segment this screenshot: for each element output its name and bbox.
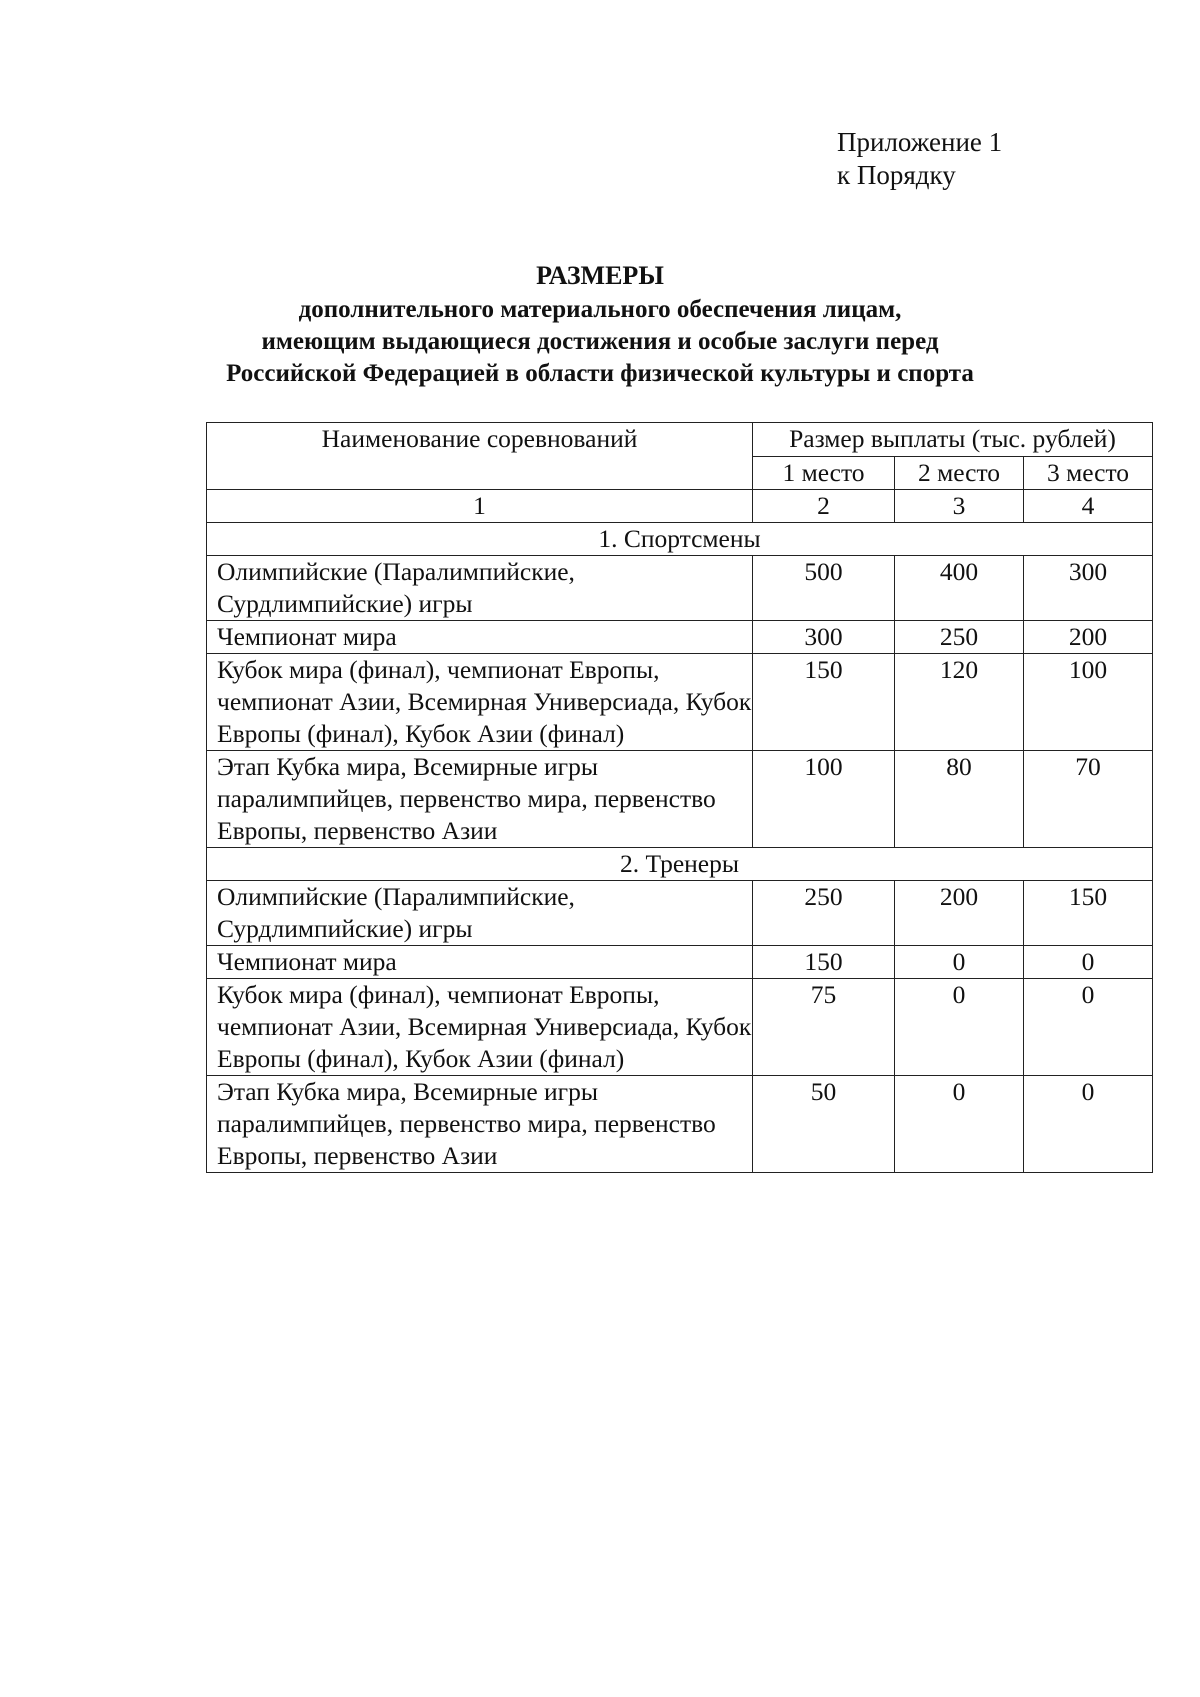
competition-name: Кубок мира (финал), чемпионат Европы, чемпионат Азии, Всемирная Универсиада, Кубок Европы (финал), Кубок Азии (финал) (207, 979, 753, 1076)
payment-place-1: 75 (753, 979, 895, 1076)
payment-place-1: 150 (753, 654, 895, 751)
table-row (207, 1076, 1153, 1173)
payment-place-2: 120 (895, 654, 1024, 751)
column-number-3: 3 (895, 490, 1024, 523)
section-title: 1. Спортсмены (207, 523, 1153, 556)
appendix-line-2: к Порядку (837, 160, 956, 190)
payment-place-1: 150 (753, 946, 895, 979)
competition-name: Олимпийские (Паралимпийские, Сурдлимпийские) игры (207, 881, 753, 946)
document-title (0, 258, 1200, 390)
table-row (207, 621, 1153, 654)
table-row (207, 751, 1153, 848)
appendix-line-1: Приложение 1 (837, 127, 1003, 157)
section-title: 2. Тренеры (207, 848, 1153, 881)
header-place-2: 2 место (895, 457, 1024, 490)
column-numbers-row (207, 490, 1153, 523)
payment-place-2: 0 (895, 979, 1024, 1076)
payment-place-3: 0 (1024, 946, 1153, 979)
header-competition-name: Наименование соревнований (207, 423, 753, 490)
appendix-reference (837, 126, 1002, 192)
competition-name: Олимпийские (Паралимпийские, Сурдлимпийские) игры (207, 556, 753, 621)
payment-place-1: 250 (753, 881, 895, 946)
payments-table (206, 422, 1153, 1173)
table-row (207, 946, 1153, 979)
column-number-2: 2 (753, 490, 895, 523)
title-line-2: имеющим выдающиеся достижения и особые заслуги перед (261, 328, 939, 355)
payment-place-1: 500 (753, 556, 895, 621)
header-place-3: 3 место (1024, 457, 1153, 490)
payment-place-2: 200 (895, 881, 1024, 946)
payment-place-3: 0 (1024, 979, 1153, 1076)
section-row-coaches (207, 848, 1153, 881)
payment-place-1: 50 (753, 1076, 895, 1173)
payment-place-3: 70 (1024, 751, 1153, 848)
payment-place-2: 0 (895, 1076, 1024, 1173)
competition-name: Чемпионат мира (207, 621, 753, 654)
payment-place-2: 80 (895, 751, 1024, 848)
competition-name: Этап Кубка мира, Всемирные игры паралимпийцев, первенство мира, первенство Европы, первенство Азии (207, 1076, 753, 1173)
competition-name: Чемпионат мира (207, 946, 753, 979)
title-line-1: дополнительного материального обеспечения лицам, (298, 296, 902, 323)
table-header-row (207, 423, 1153, 457)
payment-place-3: 150 (1024, 881, 1153, 946)
table-row (207, 979, 1153, 1076)
payment-place-2: 400 (895, 556, 1024, 621)
payment-place-3: 0 (1024, 1076, 1153, 1173)
title-heading: РАЗМЕРЫ (536, 261, 664, 290)
payment-place-1: 300 (753, 621, 895, 654)
payment-place-3: 100 (1024, 654, 1153, 751)
header-payment-size: Размер выплаты (тыс. рублей) (753, 423, 1153, 457)
competition-name: Кубок мира (финал), чемпионат Европы, чемпионат Азии, Всемирная Универсиада, Кубок Европы (финал), Кубок Азии (финал) (207, 654, 753, 751)
payment-place-1: 100 (753, 751, 895, 848)
column-number-4: 4 (1024, 490, 1153, 523)
header-place-1: 1 место (753, 457, 895, 490)
payment-place-2: 250 (895, 621, 1024, 654)
title-line-3: Российской Федерацией в области физической культуры и спорта (226, 360, 974, 387)
section-row-athletes (207, 523, 1153, 556)
payment-place-3: 300 (1024, 556, 1153, 621)
table-row (207, 881, 1153, 946)
column-number-1: 1 (207, 490, 753, 523)
payment-place-3: 200 (1024, 621, 1153, 654)
payment-place-2: 0 (895, 946, 1024, 979)
table-row (207, 556, 1153, 621)
competition-name: Этап Кубка мира, Всемирные игры паралимпийцев, первенство мира, первенство Европы, первенство Азии (207, 751, 753, 848)
table-row (207, 654, 1153, 751)
